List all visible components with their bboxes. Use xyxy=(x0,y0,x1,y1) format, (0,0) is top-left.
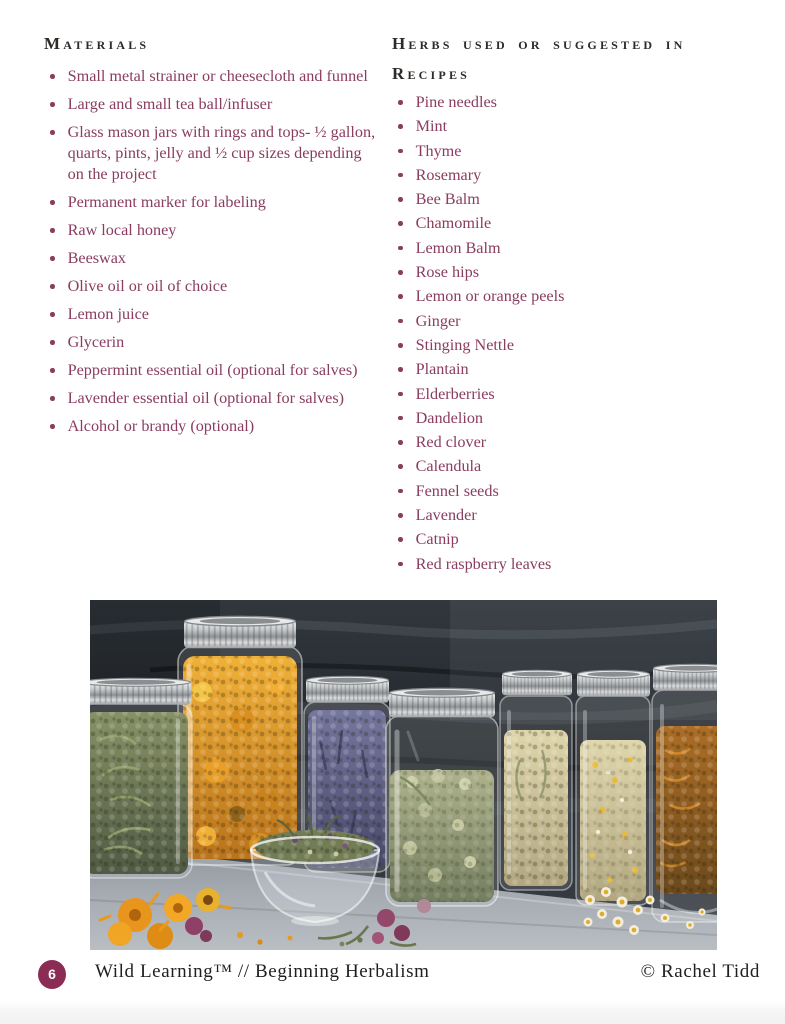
materials-list-item xyxy=(44,66,378,87)
bullet-icon xyxy=(398,221,403,226)
bullet-icon xyxy=(398,173,403,178)
materials-list-item xyxy=(44,276,378,297)
list-item-text: Red raspberry leaves xyxy=(415,554,552,573)
list-item-text: Alcohol or brandy (optional) xyxy=(67,417,255,435)
herbs-list xyxy=(392,92,765,575)
bullet-icon xyxy=(398,343,403,348)
list-item-text: Rosemary xyxy=(415,165,482,184)
two-column-lists xyxy=(44,33,765,578)
list-item-text: Permanent marker for labeling xyxy=(67,193,266,211)
herbs-list-item xyxy=(392,141,765,162)
herbs-heading-line2: Recipes xyxy=(392,64,471,83)
list-item-text: Red clover xyxy=(415,433,487,452)
page-footer xyxy=(0,956,785,990)
bullet-icon xyxy=(50,256,55,261)
bullet-icon xyxy=(50,102,55,107)
herbs-list-item xyxy=(392,262,765,283)
list-item-text: Lemon juice xyxy=(67,305,149,323)
herbs-list-item xyxy=(392,311,765,332)
bullet-icon xyxy=(50,228,55,233)
chamomile-jar xyxy=(576,670,650,905)
list-item-text: Chamomile xyxy=(415,214,492,233)
list-item-text: Pine needles xyxy=(415,93,497,111)
yarrow-jar xyxy=(386,688,498,906)
herbs-list-item xyxy=(392,189,765,210)
herbs-list-item xyxy=(392,505,765,526)
materials-section xyxy=(44,33,392,578)
herbs-list-item xyxy=(392,213,765,234)
list-item-text: Lemon Balm xyxy=(415,238,501,257)
list-item-text: Peppermint essential oil (optional for salves) xyxy=(67,361,358,379)
bullet-icon xyxy=(50,424,55,429)
bullet-icon xyxy=(50,74,55,79)
herbs-list-item xyxy=(392,116,765,137)
bullet-icon xyxy=(398,149,403,154)
list-item-text: Glycerin xyxy=(67,333,125,351)
herbs-list-item xyxy=(392,165,765,186)
herbs-list-item xyxy=(392,408,765,429)
herbs-list-item xyxy=(392,335,765,356)
bullet-icon xyxy=(398,100,403,105)
herbs-list-item xyxy=(392,286,765,307)
materials-list-item xyxy=(44,360,378,381)
materials-list-item xyxy=(44,192,378,213)
list-item-text: Small metal strainer or cheesecloth and funnel xyxy=(67,67,368,85)
bullet-icon xyxy=(398,440,403,445)
list-item-text: Lemon or orange peels xyxy=(415,287,565,306)
herbs-heading xyxy=(392,29,765,89)
list-item-text: Glass mason jars with rings and tops- ½ gallon, quarts, pints, jelly and ½ cup sizes depending on the project xyxy=(67,123,376,183)
bullet-icon xyxy=(50,340,55,345)
dried-petals-jar xyxy=(652,664,717,922)
list-item-text: Bee Balm xyxy=(415,190,480,209)
herbs-heading-line1: Herbs used or suggested in xyxy=(392,34,686,53)
bullet-icon xyxy=(398,513,403,518)
list-item-text: Plantain xyxy=(415,360,469,379)
bullet-icon xyxy=(398,392,403,397)
bullet-icon xyxy=(398,367,403,372)
materials-list xyxy=(44,66,378,437)
bullet-icon xyxy=(398,562,403,567)
list-item-text: Large and small tea ball/infuser xyxy=(67,95,273,113)
materials-list-item xyxy=(44,248,378,269)
list-item-text: Rose hips xyxy=(415,263,480,282)
list-item-text: Ginger xyxy=(415,311,461,330)
list-item-text: Mint xyxy=(415,117,448,136)
materials-list-item xyxy=(44,416,378,437)
bullet-icon xyxy=(398,464,403,469)
materials-list-item xyxy=(44,332,378,353)
list-item-text: Catnip xyxy=(415,530,459,549)
bullet-icon xyxy=(398,270,403,275)
bullet-icon xyxy=(398,489,403,494)
bullet-icon xyxy=(398,124,403,129)
bullet-icon xyxy=(50,368,55,373)
bullet-icon xyxy=(398,537,403,542)
herbs-list-item xyxy=(392,554,765,575)
bullet-icon xyxy=(50,130,55,135)
herbs-list-item xyxy=(392,529,765,550)
bullet-icon xyxy=(50,396,55,401)
bullet-icon xyxy=(398,294,403,299)
herbs-list-item xyxy=(392,384,765,405)
bullet-icon xyxy=(398,319,403,324)
herbs-list-item xyxy=(392,432,765,453)
herb-jars-photo xyxy=(90,600,717,950)
materials-heading: Materials xyxy=(44,34,150,53)
materials-list-item xyxy=(44,304,378,325)
footer-copyright: © Rachel Tidd xyxy=(640,961,760,982)
herbs-list-item xyxy=(392,456,765,477)
list-item-text: Fennel seeds xyxy=(415,481,499,500)
list-item-text: Lavender xyxy=(415,506,477,525)
mint-jar xyxy=(90,678,192,878)
calendula-jar xyxy=(178,616,302,865)
herbs-list-item xyxy=(392,359,765,380)
materials-list-item xyxy=(44,94,378,115)
footer-title: Wild Learning™ // Beginning Herbalism xyxy=(95,961,430,982)
herbs-section xyxy=(392,33,765,578)
bullet-icon xyxy=(398,416,403,421)
bullet-icon xyxy=(50,312,55,317)
dried-herb-jar xyxy=(500,670,572,890)
list-item-text: Stinging Nettle xyxy=(415,335,515,354)
herbs-list-item xyxy=(392,481,765,502)
list-item-text: Lavender essential oil (optional for salves) xyxy=(67,389,345,407)
list-item-text: Thyme xyxy=(415,141,462,160)
list-item-text: Calendula xyxy=(415,457,482,476)
list-item-text: Beeswax xyxy=(67,249,127,267)
list-item-text: Elderberries xyxy=(415,384,495,403)
herbs-list-item xyxy=(392,238,765,259)
page-edge-shadow xyxy=(0,1002,785,1024)
herbs-list-item xyxy=(392,92,765,113)
materials-list-item xyxy=(44,388,378,409)
bullet-icon xyxy=(50,200,55,205)
bullet-icon xyxy=(398,197,403,202)
page-number-badge: 6 xyxy=(38,960,66,989)
list-item-text: Olive oil or oil of choice xyxy=(67,277,228,295)
list-item-text: Dandelion xyxy=(415,408,484,427)
bullet-icon xyxy=(50,284,55,289)
materials-list-item xyxy=(44,220,378,241)
materials-list-item xyxy=(44,122,378,185)
list-item-text: Raw local honey xyxy=(67,221,177,239)
bullet-icon xyxy=(398,246,403,251)
